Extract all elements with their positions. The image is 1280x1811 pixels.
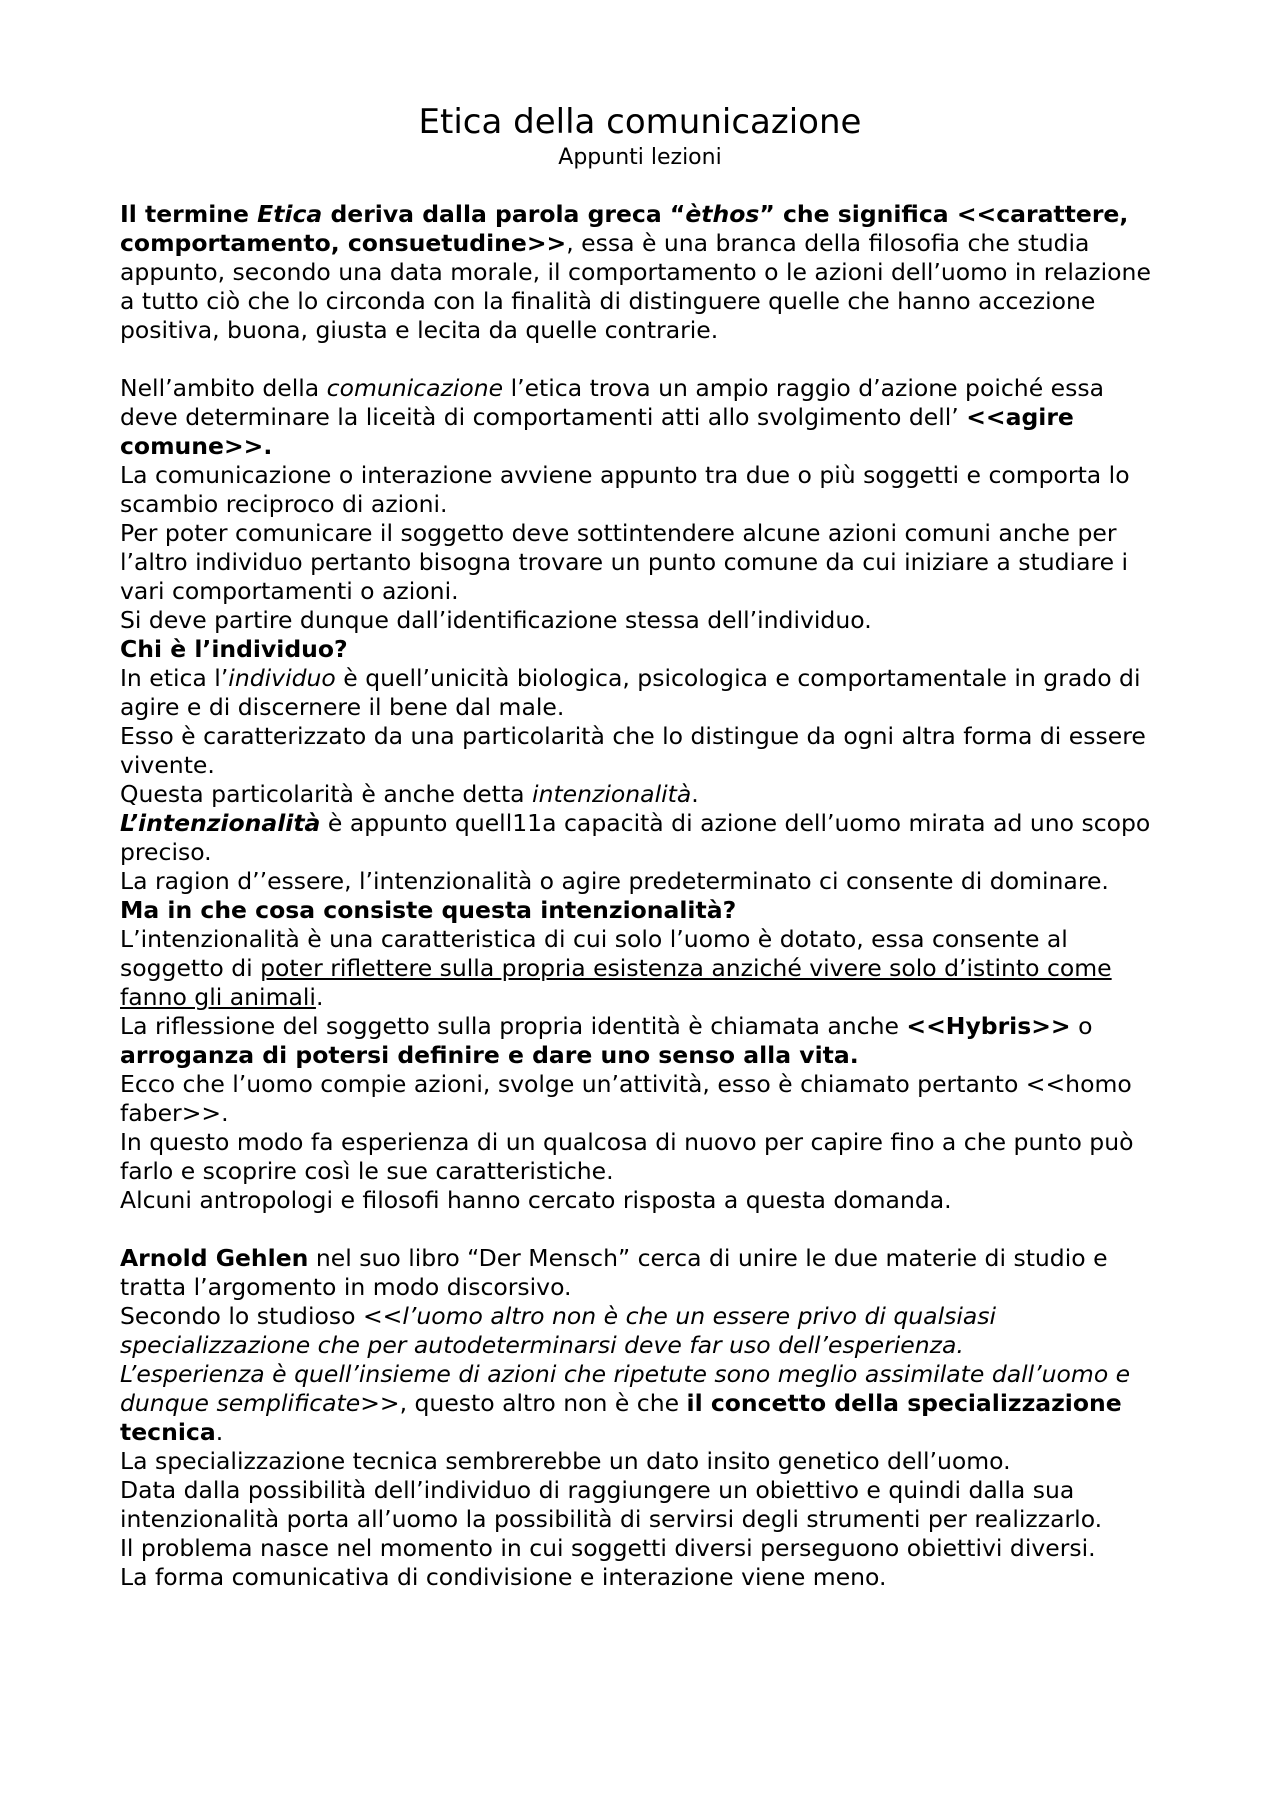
spacer xyxy=(120,345,1160,374)
text-run: In etica l’ xyxy=(120,664,229,692)
paragraph-comunicazione xyxy=(120,374,1160,461)
text-run: individuo xyxy=(228,664,336,692)
paragraph-etica-definition xyxy=(120,200,1160,345)
text-run: è quell’unicità biologica, psicologica e comportamentale in grado di agire e di discernere il bene dal male. xyxy=(120,664,1141,721)
paragraph xyxy=(120,1012,1160,1070)
text-run: è appunto quell11a capacità di azione dell’uomo mirata ad uno scopo preciso. xyxy=(120,809,1151,866)
text-run: Questa particolarità è anche detta xyxy=(120,780,533,808)
paragraph xyxy=(120,1302,1160,1447)
text-run: , essa è una branca della filosofia che studia appunto, secondo una data morale, il comportamento o le azioni dell’uomo in relazione a tutto ciò che lo circonda con la finalità di distinguere quelle che hanno accezione positiva, buona, giusta e lecita da quelle contrarie. xyxy=(120,229,1151,344)
text-run: La riflessione del soggetto sulla propria identità è chiamata anche xyxy=(120,1012,907,1040)
underlined-text: poter riflettere sulla propria esistenza anziché vivere solo d’istinto come fanno gli animali xyxy=(120,954,1112,1011)
paragraph: Ecco che l’uomo compie azioni, svolge un’attività, esso è chiamato pertanto <<homo faber>>. xyxy=(120,1070,1132,1127)
text-run: nel suo libro “Der Mensch” cerca di unire le due materie di studio e tratta l’argomento in modo discorsivo. xyxy=(120,1244,1108,1301)
paragraph xyxy=(120,809,1160,867)
text-run: Secondo lo studioso << xyxy=(120,1302,403,1330)
text-run: deriva dalla parola greca “ xyxy=(322,200,686,228)
paragraph xyxy=(120,664,1160,722)
text-run: il concetto della specializzazione tecnica xyxy=(120,1389,1122,1446)
paragraph: Data dalla possibilità dell’individuo di raggiungere un obiettivo e quindi dalla sua intenzionalità porta all’uomo la possibilità di servirsi degli strumenti per realizzarlo. xyxy=(120,1476,1103,1533)
text-run: Etica xyxy=(257,200,323,228)
spacer xyxy=(120,1215,1160,1244)
text-run: Il termine xyxy=(120,200,258,228)
paragraph: Il problema nasce nel momento in cui soggetti diversi perseguono obiettivi diversi. xyxy=(120,1534,1096,1562)
text-run: comunicazione xyxy=(326,374,504,402)
text-run: l’etica trova un ampio raggio d’azione poiché essa deve determinare la liceità di comportamenti atti allo svolgimento dell’ xyxy=(120,374,1104,431)
document-subtitle: Appunti lezioni xyxy=(558,145,722,170)
paragraph: Esso è caratterizzato da una particolarità che lo distingue da ogni altra forma di essere vivente. xyxy=(120,722,1146,779)
document-title: Etica della comunicazione xyxy=(418,102,862,142)
section-heading: Ma in che cosa consiste questa intenzionalità? xyxy=(120,896,737,924)
paragraph xyxy=(120,780,1160,809)
document-body xyxy=(120,200,1160,1592)
paragraph: Alcuni antropologi e filosofi hanno cercato risposta a questa domanda. xyxy=(120,1186,952,1214)
text-run: <<Hybris>> xyxy=(906,1012,1071,1040)
text-run: >>, questo altro non è che xyxy=(360,1389,687,1417)
text-run: intenzionalità xyxy=(532,780,692,808)
text-run: Arnold Gehlen xyxy=(120,1244,309,1272)
text-run: L’intenzionalità xyxy=(120,809,321,837)
paragraph: Si deve partire dunque dall’identificazione stessa dell’individuo. xyxy=(120,606,872,634)
text-run: L’esperienza è quell’insieme di azioni che ripetute sono meglio assimilate dall’uomo e dunque semplificate xyxy=(120,1360,1131,1417)
text-run: èthos xyxy=(685,200,760,228)
paragraph: La comunicazione o interazione avviene appunto tra due o più soggetti e comporta lo scambio reciproco di azioni. xyxy=(120,461,1130,518)
text-run: . xyxy=(315,983,324,1011)
paragraph: Per poter comunicare il soggetto deve sottintendere alcune azioni comuni anche per l’altro individuo pertanto bisogna trovare un punto comune da cui iniziare a studiare i vari comportamenti o azioni. xyxy=(120,519,1129,605)
text-run: ” che significa <<carattere, comportamento, consuetudine>> xyxy=(120,200,1129,257)
paragraph: La specializzazione tecnica sembrerebbe un dato insito genetico dell’uomo. xyxy=(120,1447,1011,1475)
text-run: <<agire comune>>. xyxy=(120,403,1074,460)
section-heading: Chi è l’individuo? xyxy=(120,635,348,663)
text-run: . xyxy=(215,1418,224,1446)
text-run: l’uomo altro non è che un essere privo di qualsiasi specializzazione che per autodeterminarsi deve far uso dell’esperienza. xyxy=(120,1302,997,1359)
paragraph xyxy=(120,925,1160,1012)
text-run: Nell’ambito della xyxy=(120,374,327,402)
text-run: o xyxy=(1070,1012,1093,1040)
paragraph xyxy=(120,1244,1160,1302)
paragraph: In questo modo fa esperienza di un qualcosa di nuovo per capire fino a che punto può farlo e scoprire così le sue caratteristiche. xyxy=(120,1128,1134,1185)
paragraph: La forma comunicativa di condivisione e interazione viene meno. xyxy=(120,1563,887,1591)
text-run: L’intenzionalità è una caratteristica di cui solo l’uomo è dotato, essa consente al soggetto di xyxy=(120,925,1068,982)
text-run: . xyxy=(691,780,699,808)
text-run: arroganza di potersi definire e dare uno senso alla vita. xyxy=(120,1041,859,1069)
paragraph: La ragion d’’essere, l’intenzionalità o agire predeterminato ci consente di dominare. xyxy=(120,867,1109,895)
